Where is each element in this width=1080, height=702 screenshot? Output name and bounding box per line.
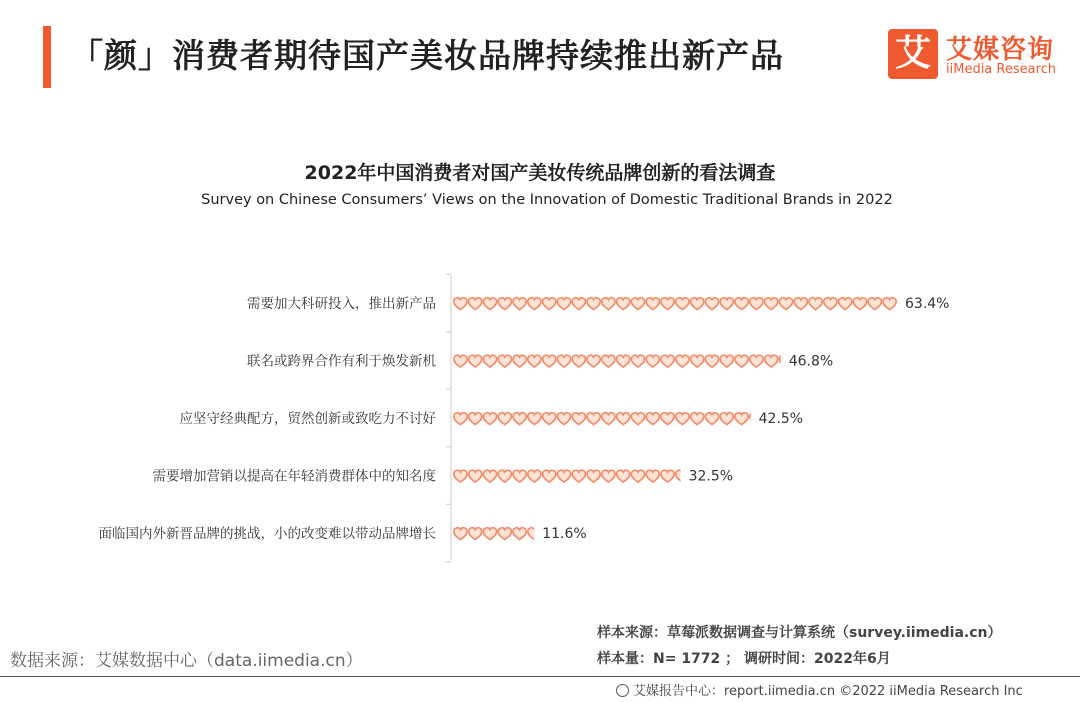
heart-icon	[528, 413, 541, 425]
category-label: 需要增加营销以提高在年轻消费群体中的知名度	[152, 468, 436, 485]
heart-icon	[454, 470, 467, 482]
heart-icon	[469, 298, 482, 310]
data-label: 42.5%	[758, 411, 804, 427]
heart-icon	[661, 413, 674, 425]
heart-icon	[528, 355, 541, 367]
data-label: 32.5%	[688, 468, 734, 485]
heart-icon	[750, 355, 763, 367]
heart-icon	[691, 355, 704, 367]
heart-icon	[469, 355, 482, 367]
heart-icon	[483, 298, 496, 310]
report-center-text	[616, 680, 1023, 699]
chart-title: 2022年中国消费者对国产美妆传统品牌创新的看法调查	[304, 162, 776, 184]
heart-icon	[483, 528, 496, 540]
heart-icon	[498, 528, 511, 540]
heart-icon	[602, 298, 615, 310]
heart-icon	[824, 298, 837, 310]
category-label: 联名或跨界合作有利于焕发新机	[247, 353, 436, 370]
chart-subtitle: Survey on Chinese Consumers’ Views on the Innovation of Domestic Traditional Brands in 2022	[201, 192, 893, 208]
heart-icon	[765, 355, 778, 367]
heart-icon	[498, 413, 511, 425]
heart-icon	[720, 413, 733, 425]
heart-icon	[676, 298, 689, 310]
heart-icon	[676, 470, 689, 482]
bar	[454, 298, 896, 310]
heart-icon	[513, 355, 526, 367]
heart-icon	[572, 470, 585, 482]
heart-icon	[617, 413, 630, 425]
heart-icon	[513, 413, 526, 425]
heart-icon	[631, 355, 644, 367]
heart-icon	[469, 470, 482, 482]
heart-icon	[705, 298, 718, 310]
heart-icon	[602, 355, 615, 367]
heart-icon	[661, 470, 674, 482]
category-label: 需要加大科研投入，推出新产品	[247, 296, 436, 312]
heart-icon	[646, 355, 659, 367]
heart-icon	[483, 470, 496, 482]
heart-icon	[528, 298, 541, 310]
heart-icon	[661, 298, 674, 310]
heart-icon	[587, 470, 600, 482]
heart-icon	[646, 413, 659, 425]
heart-icon	[779, 298, 792, 310]
bar	[454, 413, 763, 425]
heart-icon	[720, 298, 733, 310]
heart-icon	[720, 355, 733, 367]
heart-icon	[794, 298, 807, 310]
heart-icon	[483, 413, 496, 425]
heart-icon	[735, 355, 748, 367]
heart-icon	[839, 298, 852, 310]
heart-icon	[513, 470, 526, 482]
data-label: 46.8%	[788, 353, 834, 370]
heart-icon	[557, 298, 570, 310]
category-label: 应坚守经典配方，贸然创新或致吃力不讨好	[179, 411, 436, 427]
footer-divider	[0, 676, 1080, 677]
heart-icon	[868, 298, 881, 310]
heart-icon	[735, 413, 748, 425]
heart-icon	[809, 298, 822, 310]
heart-icon	[454, 355, 467, 367]
heart-icon	[617, 355, 630, 367]
heart-icon	[587, 298, 600, 310]
heart-icon	[602, 470, 615, 482]
heart-icon	[676, 413, 689, 425]
heart-icon	[454, 298, 467, 310]
heart-icon	[750, 298, 763, 310]
heart-icon	[705, 413, 718, 425]
heart-icon	[557, 413, 570, 425]
heart-icon	[557, 470, 570, 482]
sample-size-text: 样本量：N= 1772 ； 调研时间：2022年6月	[597, 651, 891, 667]
heart-icon	[705, 355, 718, 367]
heart-icon	[543, 413, 556, 425]
heart-icon	[676, 355, 689, 367]
heart-icon	[543, 298, 556, 310]
heart-icon	[691, 298, 704, 310]
heart-icon	[587, 355, 600, 367]
heart-icon	[513, 298, 526, 310]
heart-icon	[883, 298, 896, 310]
heart-icon	[528, 528, 541, 540]
report-center-label: 艾媒报告中心：report.iimedia.cn ©2022 iiMedia Research Inc	[633, 684, 1023, 699]
heart-icon	[498, 470, 511, 482]
heart-icon	[469, 413, 482, 425]
heart-icon	[528, 470, 541, 482]
category-label: 面临国内外新晋品牌的挑战，小的改变难以带动品牌增长	[98, 526, 436, 542]
heart-icon	[587, 413, 600, 425]
heart-icon	[498, 355, 511, 367]
heart-icon	[631, 413, 644, 425]
heart-icon	[691, 413, 704, 425]
heart-icon	[631, 470, 644, 482]
page-title: 「颜」消费者期待国产美妆品牌持续推出新产品	[70, 36, 784, 75]
heart-icon	[543, 355, 556, 367]
globe-icon	[616, 684, 629, 697]
heart-icon	[602, 413, 615, 425]
heart-icon	[454, 413, 467, 425]
heart-icon	[661, 355, 674, 367]
bar	[454, 470, 689, 482]
heart-icon	[454, 528, 467, 540]
heart-icon	[483, 355, 496, 367]
heart-icon	[735, 298, 748, 310]
heart-icon	[617, 298, 630, 310]
bar	[454, 528, 541, 540]
logo-english-name: iiMedia Research	[946, 62, 1057, 77]
data-label: 63.4%	[905, 296, 950, 312]
heart-icon	[765, 298, 778, 310]
data-label: 11.6%	[542, 526, 587, 542]
heart-icon	[853, 298, 866, 310]
heart-icon	[543, 470, 556, 482]
logo-mark-icon: 艾	[888, 29, 938, 79]
heart-icon	[646, 470, 659, 482]
heart-icon	[646, 298, 659, 310]
heart-icon	[557, 355, 570, 367]
heart-icon	[498, 298, 511, 310]
heart-icon	[513, 528, 526, 540]
heart-icon	[617, 470, 630, 482]
data-source-text: 数据来源：艾媒数据中心（data.iimedia.cn）	[10, 651, 363, 671]
heart-icon	[631, 298, 644, 310]
heart-icon	[572, 298, 585, 310]
heart-icon	[469, 528, 482, 540]
logo-chinese-name: 艾媒咨询	[946, 35, 1055, 65]
bar	[454, 355, 793, 367]
sample-source-text: 样本来源：草莓派数据调查与计算系统（survey.iimedia.cn）	[597, 625, 1002, 641]
heart-icon	[572, 413, 585, 425]
heart-icon	[572, 355, 585, 367]
